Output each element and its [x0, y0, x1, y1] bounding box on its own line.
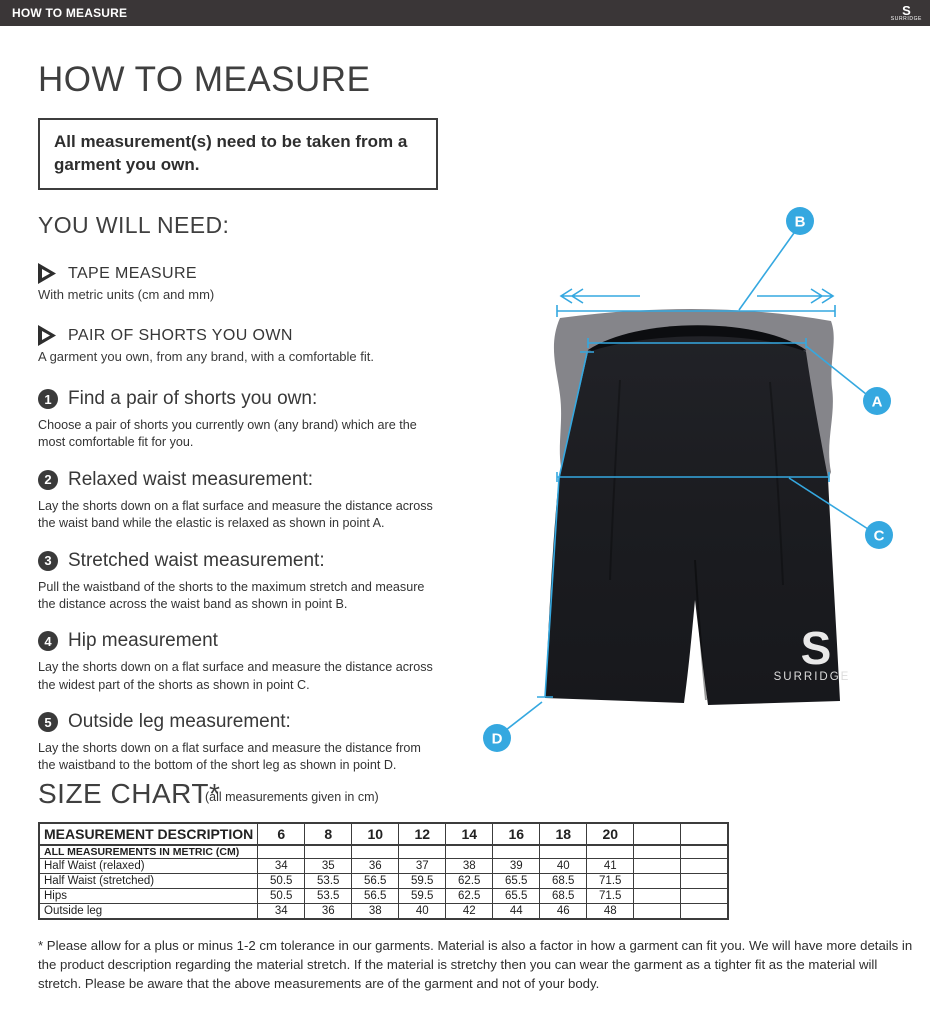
notice-text: All measurement(s) need to be taken from a garment you own.	[54, 132, 408, 174]
surridge-logo-text: SURRIDGE	[890, 15, 922, 22]
you-will-need-list	[38, 263, 458, 387]
step-title: Stretched waist measurement:	[68, 549, 325, 571]
size-chart-cell: 68.5	[540, 874, 587, 889]
size-chart-cell: 39	[493, 859, 540, 874]
triangle-bullet-icon	[38, 263, 56, 284]
garment-logo-text: SURRIDGE	[773, 671, 851, 683]
step-body-text: Lay the shorts down on a flat surface and measure the distance across the waist band while the elastic is relaxed as shown in point A.	[38, 498, 433, 531]
need-item-header	[38, 263, 458, 284]
step-number-badge: 4	[38, 631, 58, 651]
step-number-badge: 2	[38, 470, 58, 490]
step-heading	[38, 469, 448, 491]
step-body-text: Pull the waistband of the shorts to the maximum stretch and measure the distance across the waist band as shown in point B.	[38, 579, 425, 611]
shorts-diagram	[480, 195, 930, 790]
size-chart-cell	[681, 845, 728, 859]
step-number-badge: 1	[38, 389, 58, 409]
need-item-description: With metric units (cm and mm)	[38, 287, 215, 302]
size-chart-cell: 71.5	[587, 889, 634, 904]
top-bar	[0, 0, 930, 26]
size-chart-cell: 50.5	[258, 874, 305, 889]
need-item	[38, 325, 458, 364]
size-chart-column-header: 18	[540, 823, 587, 845]
surridge-logo-mark: S	[902, 2, 911, 18]
size-chart-cell: 53.5	[305, 874, 352, 889]
size-chart-cell	[258, 845, 305, 859]
size-chart-cell	[681, 859, 728, 874]
step-title: Outside leg measurement:	[68, 711, 291, 732]
size-chart-cell: 59.5	[399, 874, 446, 889]
point-d-label: D	[491, 730, 503, 748]
step-item	[38, 711, 448, 775]
top-bar-title: HOW TO MEASURE	[12, 6, 128, 20]
size-chart-cell: 36	[305, 904, 352, 919]
size-chart-table	[38, 822, 729, 920]
size-chart-cell	[681, 889, 728, 904]
point-a-label: A	[871, 393, 883, 411]
point-c-label: C	[873, 527, 885, 545]
step-title: Find a pair of shorts you own:	[68, 388, 318, 409]
step-item	[38, 388, 448, 452]
shorts-front-body	[545, 336, 840, 705]
size-chart-cell	[634, 845, 681, 859]
size-chart-cell: 35	[305, 859, 352, 874]
size-chart-column-header: 12	[399, 823, 446, 845]
step-heading	[38, 388, 448, 410]
size-chart-cell	[634, 904, 681, 919]
size-chart-row	[39, 889, 728, 904]
size-chart-row-label: Hips	[39, 889, 258, 904]
size-chart-row-label: Half Waist (relaxed)	[39, 859, 258, 874]
size-chart-cell: 38	[446, 859, 493, 874]
size-chart-cell	[681, 904, 728, 919]
triangle-bullet-icon	[38, 325, 56, 346]
step-title: Hip measurement	[68, 630, 218, 652]
size-chart-cell: 38	[352, 904, 399, 919]
need-item-header	[38, 325, 458, 346]
size-chart-cell: 59.5	[399, 889, 446, 904]
size-chart-metric-row	[39, 845, 728, 859]
need-item-description: A garment you own, from any brand, with a comfortable fit.	[38, 349, 374, 364]
size-chart-cell: 68.5	[540, 889, 587, 904]
size-chart-cell: 71.5	[587, 874, 634, 889]
point-b-label: B	[794, 213, 806, 231]
size-chart-cell: 40	[540, 859, 587, 874]
step-body-text: Lay the shorts down on a flat surface and measure the distance across the widest part of the shorts as shown in point C.	[38, 660, 433, 692]
size-chart-cell	[634, 889, 681, 904]
size-chart-cell: 34	[258, 859, 305, 874]
need-item	[38, 263, 458, 302]
size-chart-column-header	[681, 823, 728, 845]
size-chart-cell: 48	[587, 904, 634, 919]
size-chart-cell: 36	[352, 859, 399, 874]
notice-box	[38, 118, 438, 190]
step-body-text: Choose a pair of shorts you currently own (any brand) which are the most comfortable fit for you.	[38, 418, 417, 450]
size-chart-header-row	[39, 823, 728, 845]
you-will-need-heading: YOU WILL NEED:	[38, 212, 230, 238]
steps-list	[38, 388, 448, 792]
size-chart-cell	[587, 845, 634, 859]
step-heading	[38, 711, 448, 733]
need-item-label: TAPE MEASURE	[68, 264, 197, 282]
size-chart-cell	[681, 874, 728, 889]
size-chart-cell: 56.5	[352, 889, 399, 904]
page-title: HOW TO MEASURE	[38, 60, 371, 99]
size-chart-cell: 65.5	[493, 874, 540, 889]
size-chart-column-header: 6	[258, 823, 305, 845]
step-item	[38, 550, 448, 614]
size-chart-footnote: * Please allow for a plus or minus 1-2 cm tolerance in our garments. Material is also a factor in how a garment can fit you. We will have more details in the product description regarding the material stretch. If the material is stretchy then you can wear the garment as a tighter fit as the material will stretch. Please be aware that the above measurements are of the garment and not of your body.	[38, 938, 913, 992]
step-heading	[38, 550, 448, 572]
size-chart-cell: 50.5	[258, 889, 305, 904]
step-item	[38, 630, 448, 694]
shorts-image	[545, 309, 850, 705]
size-chart-cell	[493, 845, 540, 859]
size-chart-column-header	[634, 823, 681, 845]
size-chart-cell	[305, 845, 352, 859]
size-chart-column-header: 16	[493, 823, 540, 845]
step-body-text: Lay the shorts down on a flat surface and measure the distance from the waistband to the bottom of the short leg as shown in point D.	[38, 741, 421, 773]
size-chart-subheading: (all measurements given in cm)	[205, 790, 379, 804]
size-chart-row-label: Half Waist (stretched)	[39, 874, 258, 889]
size-chart-cell	[634, 874, 681, 889]
size-chart-cell	[540, 845, 587, 859]
step-heading	[38, 630, 448, 652]
size-chart-column-header: 10	[352, 823, 399, 845]
size-chart-heading: SIZE CHART*	[38, 778, 221, 809]
point-b-leader-line	[739, 233, 794, 310]
surridge-logo	[890, 2, 922, 22]
step-title: Relaxed waist measurement:	[68, 468, 313, 490]
size-chart-row	[39, 874, 728, 889]
garment-logo-mark: S	[800, 622, 832, 674]
size-chart-cell	[446, 845, 493, 859]
point-d-leader-line	[506, 702, 542, 730]
size-chart-row	[39, 859, 728, 874]
size-chart-column-header: 14	[446, 823, 493, 845]
size-chart-cell: 62.5	[446, 874, 493, 889]
size-chart-cell: 44	[493, 904, 540, 919]
size-chart-cell	[634, 859, 681, 874]
size-chart-cell: 56.5	[352, 874, 399, 889]
size-chart-column-header: MEASUREMENT DESCRIPTION	[39, 823, 258, 845]
step-number-badge: 5	[38, 712, 58, 732]
size-chart-cell: 46	[540, 904, 587, 919]
size-chart-cell	[352, 845, 399, 859]
size-chart-column-header: 20	[587, 823, 634, 845]
size-chart-metric-note: ALL MEASUREMENTS IN METRIC (CM)	[39, 845, 258, 859]
stretch-arrow-left	[561, 289, 640, 303]
size-chart-column-header: 8	[305, 823, 352, 845]
size-chart-cell: 65.5	[493, 889, 540, 904]
need-item-label: PAIR OF SHORTS YOU OWN	[68, 326, 293, 344]
size-chart-cell: 42	[446, 904, 493, 919]
size-chart-cell	[399, 845, 446, 859]
stretch-arrow-right	[757, 289, 833, 303]
size-chart-row-label: Outside leg	[39, 904, 258, 919]
step-number-badge: 3	[38, 551, 58, 571]
step-item	[38, 469, 448, 533]
size-chart-cell: 37	[399, 859, 446, 874]
size-chart-cell: 53.5	[305, 889, 352, 904]
size-chart-cell: 40	[399, 904, 446, 919]
size-chart-row	[39, 904, 728, 919]
size-chart-cell: 62.5	[446, 889, 493, 904]
size-chart-cell: 41	[587, 859, 634, 874]
size-chart-cell: 34	[258, 904, 305, 919]
